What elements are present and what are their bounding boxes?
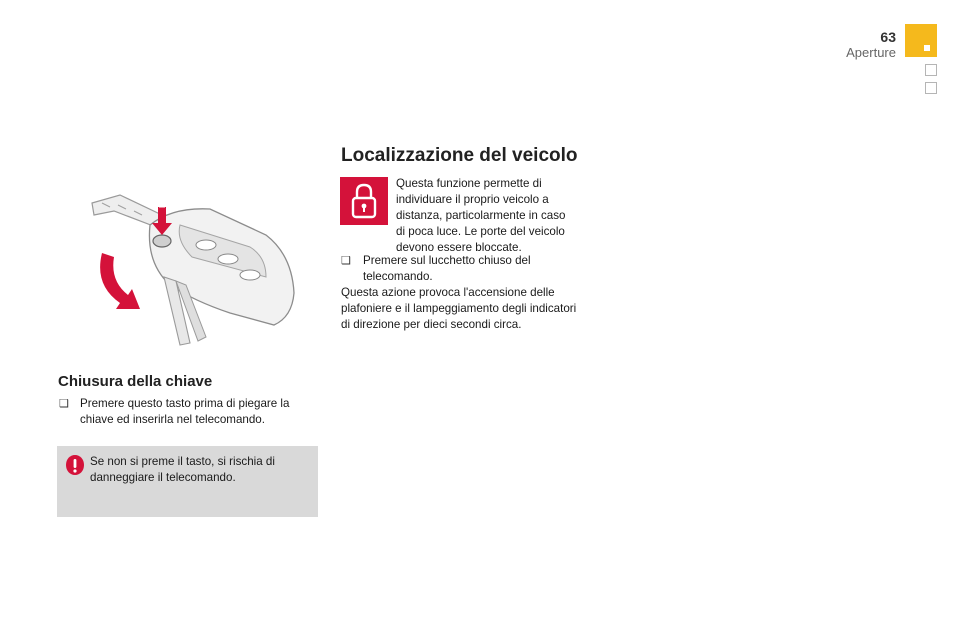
locate-intro-line-4: di poca luce. Le porte del veicolo [396,225,565,238]
key-bullet-line-1: Premere questo tasto prima di piegare la [80,397,290,410]
page-number: 63 [880,29,896,45]
locate-result [341,285,611,333]
bullet-glyph: ❑ [59,398,69,410]
locate-intro-line-1: Questa funzione permette di [396,177,542,190]
locate-intro-line-5: devono essere bloccate. [396,241,522,254]
warning-line-1: Se non si preme il tasto, si rischia di [90,455,275,468]
locate-intro-line-3: distanza, particolarmente in caso [396,209,566,222]
locate-intro-line-2: individuare il proprio veicolo a [396,193,549,206]
key-section-heading: Chiusura della chiave [58,373,213,390]
warning-text [90,454,310,486]
warning-exclamation-icon [65,454,85,476]
chapter-tab-2[interactable] [925,64,937,76]
locate-bullet-line-2: telecomando. [363,270,433,283]
section-title: Aperture [846,45,896,60]
chapter-tab-3[interactable] [925,82,937,94]
chapter-tab-active[interactable] [905,24,937,57]
locate-intro [396,176,596,256]
locate-result-line-2: plafoniere e il lampeggiamento degli indicatori [341,302,577,315]
key-bullet-line-2: chiave ed inserirla nel telecomando. [80,413,265,426]
lock-icon [340,177,388,225]
bullet-glyph: ❑ [341,255,351,267]
locate-result-line-1: Questa azione provoca l'accensione delle [341,286,555,299]
key-fold-icon [80,185,320,355]
locate-bullet-line-1: Premere sul lucchetto chiuso del [363,254,531,267]
locate-result-line-3: di direzione per dieci secondi circa. [341,318,522,331]
warning-line-2: danneggiare il telecomando. [90,471,236,484]
tab-marker [924,45,930,51]
warning-box [57,446,318,517]
locate-section-heading: Localizzazione del veicolo [341,145,578,166]
